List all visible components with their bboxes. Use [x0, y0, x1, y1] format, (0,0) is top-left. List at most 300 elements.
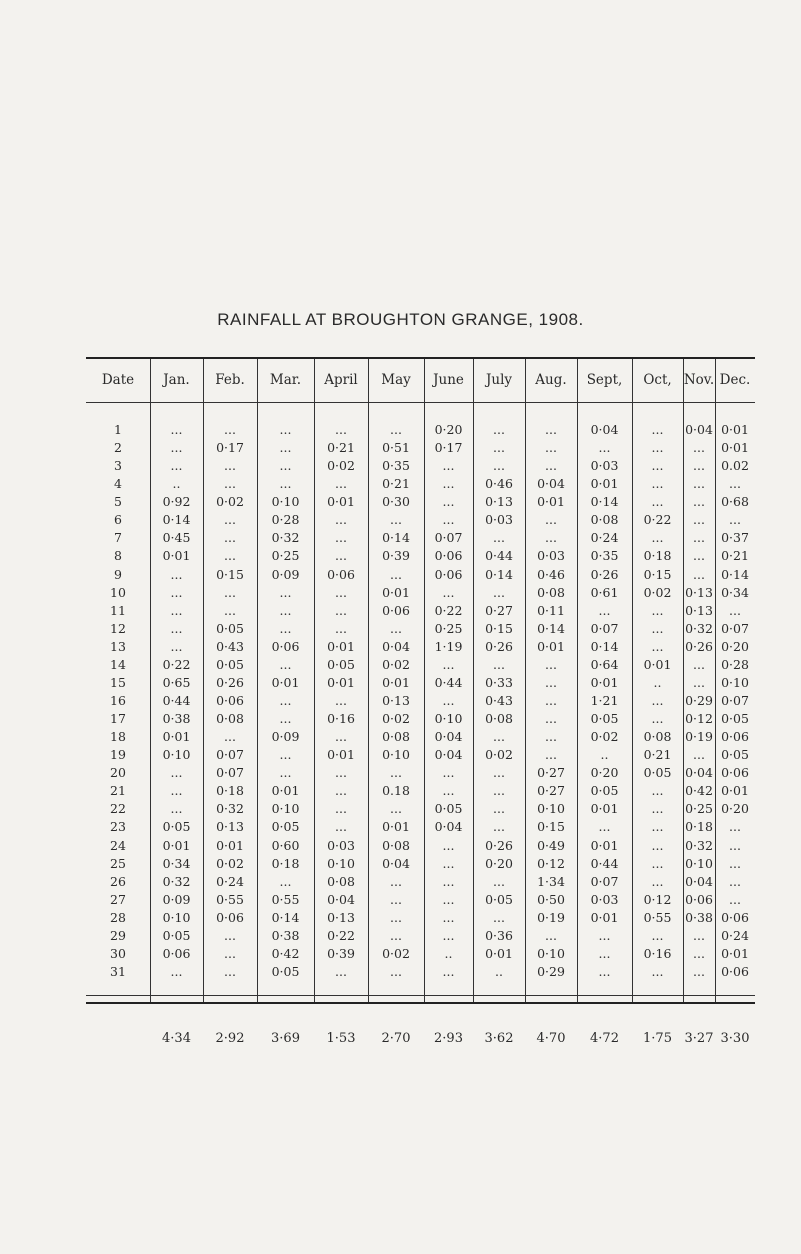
rainfall-cell: 0·27 [537, 765, 565, 781]
rainfall-cell: ... [224, 945, 236, 961]
rainfall-cell: ... [545, 422, 557, 437]
rainfall-cell: 0·01 [721, 422, 749, 437]
rainfall-cell: ... [493, 783, 505, 799]
rainfall-cell: 0·22 [434, 602, 463, 618]
monthly-total: 4·34 [162, 1031, 191, 1046]
rainfall-cell: ... [279, 602, 292, 618]
rainfall-cell: ... [335, 783, 347, 799]
rainfall-cell: 0·02 [590, 729, 619, 745]
rainfall-cell: ... [651, 602, 664, 618]
rainfall-cell: ... [693, 964, 705, 979]
rainfall-cell: ... [729, 602, 741, 618]
rainfall-cell: 0·01 [382, 674, 410, 690]
rainfall-cell: 0·55 [643, 909, 672, 925]
rainfall-cell: 0·06 [216, 693, 244, 708]
rainfall-cell: 0·04 [327, 891, 355, 907]
column-header: June [433, 372, 464, 388]
rainfall-cell: ... [170, 566, 183, 582]
rainfall-cell: ... [335, 476, 347, 492]
rainfall-cell: 0·05 [271, 819, 300, 835]
rainfall-cell: ... [170, 783, 183, 799]
rainfall-cell: 0·06 [434, 548, 463, 564]
rainfall-cell: 0·12 [685, 711, 713, 727]
rainfall-cell: ... [693, 656, 705, 672]
rainfall-cell: 0·01 [537, 494, 565, 510]
rainfall-cell: ... [545, 530, 557, 546]
rainfall-cell: ... [279, 873, 292, 889]
rainfall-cell: 0·08 [485, 711, 513, 727]
rainfall-cell: ... [598, 602, 611, 618]
rainfall-cell: ... [729, 891, 741, 907]
rainfall-cell: ... [493, 422, 505, 437]
rainfall-cell: ... [442, 656, 455, 672]
rainfall-cell: ... [651, 422, 664, 437]
rainfall-cell: 0·07 [590, 620, 619, 636]
rainfall-cell: .. [653, 674, 662, 690]
rainfall-cell: 0·37 [721, 530, 749, 546]
rainfall-cell: ... [224, 584, 236, 600]
rainfall-cell: 0·14 [537, 620, 565, 636]
rainfall-cell: ... [493, 909, 505, 925]
date-cell: 27 [110, 891, 126, 907]
rainfall-cell: 0·04 [685, 422, 713, 437]
date-cell: 17 [110, 711, 126, 727]
date-cell: 9 [114, 566, 122, 582]
rainfall-cell: 0·05 [485, 891, 513, 907]
rainfall-cell: 0·26 [590, 566, 619, 582]
rainfall-cell: 0·26 [685, 638, 713, 654]
rainfall-cell: 0·07 [590, 873, 619, 889]
rainfall-cell: ... [651, 783, 664, 799]
rainfall-cell: 0·06 [216, 909, 244, 925]
monthly-total: 3·27 [684, 1031, 714, 1046]
rainfall-cell: 0·24 [721, 927, 749, 943]
rainfall-cell: ... [545, 693, 557, 708]
column-header: Sept, [586, 372, 623, 388]
rainfall-cell: 0·01 [721, 440, 749, 456]
rainfall-cell: ... [224, 512, 236, 528]
rainfall-cell: ... [279, 711, 292, 727]
rainfall-cell: 0·21 [721, 548, 749, 564]
rainfall-cell: 0·32 [685, 620, 713, 636]
rainfall-table [86, 357, 755, 1046]
rainfall-cell: 0·01 [216, 837, 244, 853]
rainfall-cell: 0·01 [590, 801, 619, 817]
rainfall-cell: 0·06 [685, 891, 713, 907]
rainfall-cell: ... [442, 927, 455, 943]
rainfall-cell: 1·34 [537, 873, 565, 889]
rainfall-cell: ... [335, 422, 347, 437]
rainfall-cell: ... [224, 458, 236, 474]
rainfall-cell: ... [335, 548, 347, 564]
rainfall-cell: ... [493, 440, 505, 456]
rainfall-cell: 0·09 [271, 729, 300, 745]
rainfall-cell: ... [335, 512, 347, 528]
rainfall-cell: 0·01 [590, 476, 619, 492]
rainfall-cell: 0·08 [382, 729, 410, 745]
rainfall-cell: ... [390, 801, 402, 817]
rainfall-cell: 0·10 [162, 909, 191, 925]
rainfall-cell: 0·27 [485, 602, 513, 618]
rainfall-cell: 0·01 [382, 584, 410, 600]
rainfall-cell: 0·01 [537, 638, 565, 654]
rainfall-cell: 0·44 [434, 674, 463, 690]
rainfall-cell: ... [729, 819, 741, 835]
rainfall-cell: ... [279, 693, 292, 708]
rainfall-cell: 0·05 [162, 927, 191, 943]
rainfall-cell: ... [442, 512, 455, 528]
rainfall-cell: 0·21 [382, 476, 410, 492]
date-cell: 18 [110, 729, 126, 745]
rainfall-cell: ... [651, 440, 664, 456]
date-cell: 14 [110, 656, 126, 672]
rainfall-cell: 0·01 [271, 674, 300, 690]
rainfall-cell: 0·01 [327, 638, 355, 654]
rainfall-cell: 0·24 [216, 873, 244, 889]
rainfall-cell: 0·28 [721, 656, 749, 672]
rainfall-cell: 0·08 [590, 512, 619, 528]
rainfall-cell: ... [390, 964, 402, 979]
rainfall-cell: 0·01 [643, 656, 672, 672]
rainfall-cell: 0·01 [590, 909, 619, 925]
rainfall-cell: 0·04 [382, 855, 410, 871]
rainfall-cell: ... [279, 476, 292, 492]
rainfall-cell: ... [170, 458, 183, 474]
rainfall-cell: 0·03 [590, 891, 619, 907]
rainfall-cell: ... [729, 476, 741, 492]
totals-rule [86, 995, 755, 996]
rainfall-cell: 0·07 [216, 747, 244, 763]
rainfall-cell: 0·10 [721, 674, 749, 690]
rainfall-cell: 0·14 [721, 566, 749, 582]
rainfall-cell: .. [444, 945, 453, 961]
rainfall-cell: 0·06 [162, 945, 191, 961]
rainfall-cell: ... [224, 602, 236, 618]
rainfall-cell: ... [651, 964, 664, 979]
rainfall-cell: ... [693, 476, 705, 492]
rainfall-cell: ... [335, 530, 347, 546]
column-header: Oct, [643, 372, 672, 388]
rainfall-cell: 0·01 [590, 674, 619, 690]
rainfall-cell: 0·92 [162, 494, 191, 510]
rainfall-cell: 0·11 [537, 602, 565, 618]
rainfall-cell: ... [335, 801, 347, 817]
rainfall-cell: ... [279, 440, 292, 456]
monthly-total: 3·62 [484, 1031, 514, 1046]
rainfall-cell: 0·26 [485, 837, 513, 853]
rainfall-cell: ... [170, 440, 183, 456]
monthly-total: 2·70 [381, 1031, 411, 1046]
rainfall-cell: ... [545, 711, 557, 727]
rainfall-cell: .. [172, 476, 181, 492]
rainfall-cell: 0·18 [271, 855, 300, 871]
rainfall-cell: ... [390, 765, 402, 781]
rainfall-cell: 0·01 [327, 674, 355, 690]
rainfall-cell: ... [651, 927, 664, 943]
date-cell: 22 [110, 801, 126, 817]
rainfall-cell: 0·06 [721, 729, 749, 745]
rainfall-cell: 0·25 [685, 801, 713, 817]
rainfall-cell: 0·17 [434, 440, 463, 456]
rainfall-cell: ... [598, 819, 611, 835]
rainfall-cell: ... [493, 765, 505, 781]
rainfall-cell: ... [224, 476, 236, 492]
rainfall-cell: ... [598, 927, 611, 943]
rainfall-cell: ... [335, 765, 347, 781]
rainfall-cell: 0·14 [271, 909, 300, 925]
rainfall-cell: ... [335, 964, 347, 979]
rainfall-cell: ... [224, 548, 236, 564]
rainfall-cell: ... [693, 440, 705, 456]
rainfall-cell: 0·39 [382, 548, 410, 564]
rainfall-cell: 0·44 [590, 855, 619, 871]
column-header: Jan. [163, 372, 190, 388]
rainfall-cell: 0·06 [271, 638, 300, 654]
rainfall-cell: 0·20 [485, 855, 513, 871]
column-header: Dec. [719, 372, 751, 388]
rainfall-cell: ... [693, 927, 705, 943]
rainfall-cell: ... [170, 638, 183, 654]
rainfall-cell: ... [279, 656, 292, 672]
rainfall-cell: 0·05 [643, 765, 672, 781]
rainfall-cell: 0·34 [162, 855, 191, 871]
date-cell: 19 [110, 747, 126, 763]
rainfall-cell: ... [442, 837, 455, 853]
rainfall-cell: 0·22 [327, 927, 355, 943]
rainfall-cell: ... [545, 656, 557, 672]
rainfall-cell: ... [279, 422, 292, 437]
date-cell: 30 [110, 945, 126, 961]
date-cell: 7 [114, 530, 122, 546]
rainfall-cell: 0·32 [271, 530, 300, 546]
rainfall-cell: 0·05 [162, 819, 191, 835]
rainfall-cell: 0·15 [216, 566, 244, 582]
rainfall-cell: 0·32 [162, 873, 191, 889]
rainfall-cell: ... [442, 855, 455, 871]
rainfall-cell: ... [170, 964, 183, 979]
rainfall-cell: 0.18 [382, 783, 410, 799]
rainfall-cell: 0·06 [434, 566, 463, 582]
column-header: Aug. [535, 372, 567, 388]
date-cell: 2 [114, 440, 122, 456]
rainfall-cell: 0·08 [537, 584, 565, 600]
rainfall-cell: 0·05 [271, 964, 300, 979]
rainfall-cell: 0·04 [685, 765, 713, 781]
rainfall-cell: ... [170, 801, 183, 817]
date-cell: 1 [114, 422, 122, 437]
rainfall-cell: 0·32 [685, 837, 713, 853]
rainfall-cell: ... [170, 602, 183, 618]
rainfall-cell: 0·02 [216, 494, 244, 510]
rainfall-cell: 0·04 [590, 422, 619, 437]
rainfall-cell: 0·34 [721, 584, 749, 600]
rainfall-cell: ... [651, 693, 664, 708]
monthly-total: 1·75 [643, 1031, 672, 1046]
date-cell: 13 [110, 638, 126, 654]
rainfall-cell: 0·01 [162, 729, 191, 745]
rainfall-cell: 0·10 [537, 801, 565, 817]
rainfall-cell: 0·32 [216, 801, 244, 817]
rainfall-cell: ... [651, 837, 664, 853]
rainfall-cell: ... [170, 620, 183, 636]
header-rule [86, 402, 755, 403]
date-cell: 20 [110, 765, 126, 781]
date-cell: 15 [110, 674, 126, 690]
rainfall-cell: ... [390, 891, 402, 907]
date-cell: 4 [114, 476, 122, 492]
rainfall-cell: ... [545, 927, 557, 943]
rainfall-cell: 0·02 [382, 945, 410, 961]
rainfall-cell: 0·25 [434, 620, 463, 636]
rainfall-cell: ... [335, 620, 347, 636]
rainfall-cell: .. [495, 964, 503, 979]
rainfall-cell: ... [693, 747, 705, 763]
rainfall-cell: 0·39 [327, 945, 355, 961]
rainfall-cell: 0·10 [434, 711, 463, 727]
rainfall-cell: 0·05 [590, 711, 619, 727]
rainfall-cell: 0·44 [485, 548, 513, 564]
rainfall-cell: ... [390, 422, 402, 437]
rainfall-cell: ... [651, 855, 664, 871]
rainfall-cell: 0·18 [216, 783, 244, 799]
rainfall-cell: 0·14 [485, 566, 513, 582]
rainfall-cell: 0·10 [382, 747, 410, 763]
rainfall-cell: ... [651, 620, 664, 636]
rainfall-cell: 0·26 [485, 638, 513, 654]
rainfall-cell: 0·29 [685, 693, 713, 708]
rainfall-cell: ... [493, 819, 505, 835]
rainfall-cell: ... [224, 729, 236, 745]
rainfall-cell: ... [545, 512, 557, 528]
rainfall-cell: 0·14 [382, 530, 410, 546]
rainfall-cell: 0·04 [685, 873, 713, 889]
rainfall-cell: ... [442, 783, 455, 799]
rainfall-cell: 0·38 [162, 711, 191, 727]
rainfall-cell: ... [442, 909, 455, 925]
rainfall-cell: 0·01 [327, 747, 355, 763]
rainfall-cell: 0·19 [685, 729, 713, 745]
rainfall-cell: 0·05 [721, 711, 749, 727]
rainfall-cell: ... [442, 891, 455, 907]
rainfall-cell: 0·42 [271, 945, 300, 961]
date-cell: 11 [110, 602, 126, 618]
rainfall-cell: ... [335, 602, 347, 618]
date-cell: 25 [110, 855, 126, 871]
rainfall-cell: ... [442, 765, 455, 781]
rainfall-cell: ... [493, 656, 505, 672]
monthly-total: 1·53 [326, 1031, 356, 1046]
rainfall-cell: 0·68 [721, 494, 749, 510]
rainfall-cell: 0·13 [685, 602, 713, 618]
rainfall-cell: 0·01 [327, 494, 355, 510]
rainfall-cell: ... [442, 494, 455, 510]
monthly-total: 4·70 [536, 1031, 566, 1046]
rainfall-cell: ... [390, 927, 402, 943]
rainfall-cell: ... [279, 458, 292, 474]
column-header: Date [101, 372, 135, 388]
rainfall-cell: 0·01 [271, 783, 300, 799]
date-cell: 29 [110, 927, 126, 943]
rainfall-cell: 0·15 [537, 819, 565, 835]
rainfall-cell: 0·20 [590, 765, 619, 781]
rainfall-cell: 0·17 [216, 440, 244, 456]
rainfall-cell: 0·55 [271, 891, 300, 907]
rainfall-cell: 0·09 [271, 566, 300, 582]
rainfall-cell: 0·07 [721, 620, 749, 636]
rainfall-cell: ... [598, 945, 611, 961]
rainfall-cell: 0·01 [590, 837, 619, 853]
rainfall-cell: 0·02 [216, 855, 244, 871]
rainfall-cell: ... [442, 476, 455, 492]
rainfall-cell: 0·05 [721, 747, 749, 763]
rainfall-cell: ... [335, 729, 347, 745]
rainfall-cell: 0·25 [271, 548, 300, 564]
rainfall-cell: ... [493, 729, 505, 745]
rainfall-cell: 0·13 [327, 909, 355, 925]
rainfall-cell: ... [729, 873, 741, 889]
rainfall-cell: 0·16 [327, 711, 355, 727]
rainfall-cell: 0·10 [537, 945, 565, 961]
rainfall-cell: 0·55 [216, 891, 244, 907]
rainfall-cell: ... [729, 512, 741, 528]
rainfall-cell: 0·04 [434, 747, 463, 763]
rainfall-cell: 0·27 [537, 783, 565, 799]
rainfall-cell: 0·16 [643, 945, 672, 961]
rainfall-cell: 1·19 [434, 638, 463, 654]
rainfall-cell: 0·20 [721, 801, 749, 817]
date-cell: 3 [114, 458, 122, 474]
rainfall-cell: 0·46 [537, 566, 565, 582]
rainfall-cell: ... [545, 458, 557, 474]
rainfall-cell: 0·05 [216, 656, 244, 672]
rainfall-cell: ... [545, 440, 557, 456]
rainfall-cell: ... [651, 530, 664, 546]
rainfall-cell: 0·06 [327, 566, 355, 582]
rainfall-cell: 0·65 [162, 674, 191, 690]
rainfall-cell: 0·33 [485, 674, 513, 690]
rainfall-cell: 0·06 [721, 765, 749, 781]
rainfall-cell: 0·02 [485, 747, 513, 763]
rainfall-cell: 0·13 [485, 494, 513, 510]
rainfall-cell: 0·03 [327, 837, 355, 853]
rainfall-cell: ... [170, 584, 183, 600]
rainfall-cell: 0·01 [721, 945, 749, 961]
rainfall-cell: 0·10 [162, 747, 191, 763]
column-header: April [324, 372, 358, 388]
rainfall-cell: 0·35 [382, 458, 410, 474]
column-header: Mar. [269, 372, 302, 388]
rainfall-cell: 0·20 [721, 638, 749, 654]
rainfall-cell: 0·50 [537, 891, 565, 907]
rainfall-cell: 0·42 [685, 783, 713, 799]
rainfall-cell: ... [390, 512, 402, 528]
rainfall-cell: 0·08 [643, 729, 672, 745]
rainfall-cell: 0·05 [216, 620, 244, 636]
rainfall-cell: ... [335, 584, 347, 600]
rainfall-cell: 0·06 [721, 964, 749, 979]
monthly-total: 3·69 [271, 1031, 300, 1046]
rainfall-cell: 0·44 [162, 693, 191, 708]
rainfall-cell: 0·08 [382, 837, 410, 853]
rainfall-cell: ... [651, 476, 664, 492]
rainfall-cell: 0·02 [327, 458, 355, 474]
rainfall-cell: ... [335, 819, 347, 835]
rainfall-cell: ... [493, 584, 505, 600]
rainfall-cell: 0·60 [271, 837, 300, 853]
rainfall-cell: 0·38 [685, 909, 713, 925]
rainfall-cell: 0.02 [721, 458, 749, 474]
rainfall-cell: ... [651, 458, 664, 474]
